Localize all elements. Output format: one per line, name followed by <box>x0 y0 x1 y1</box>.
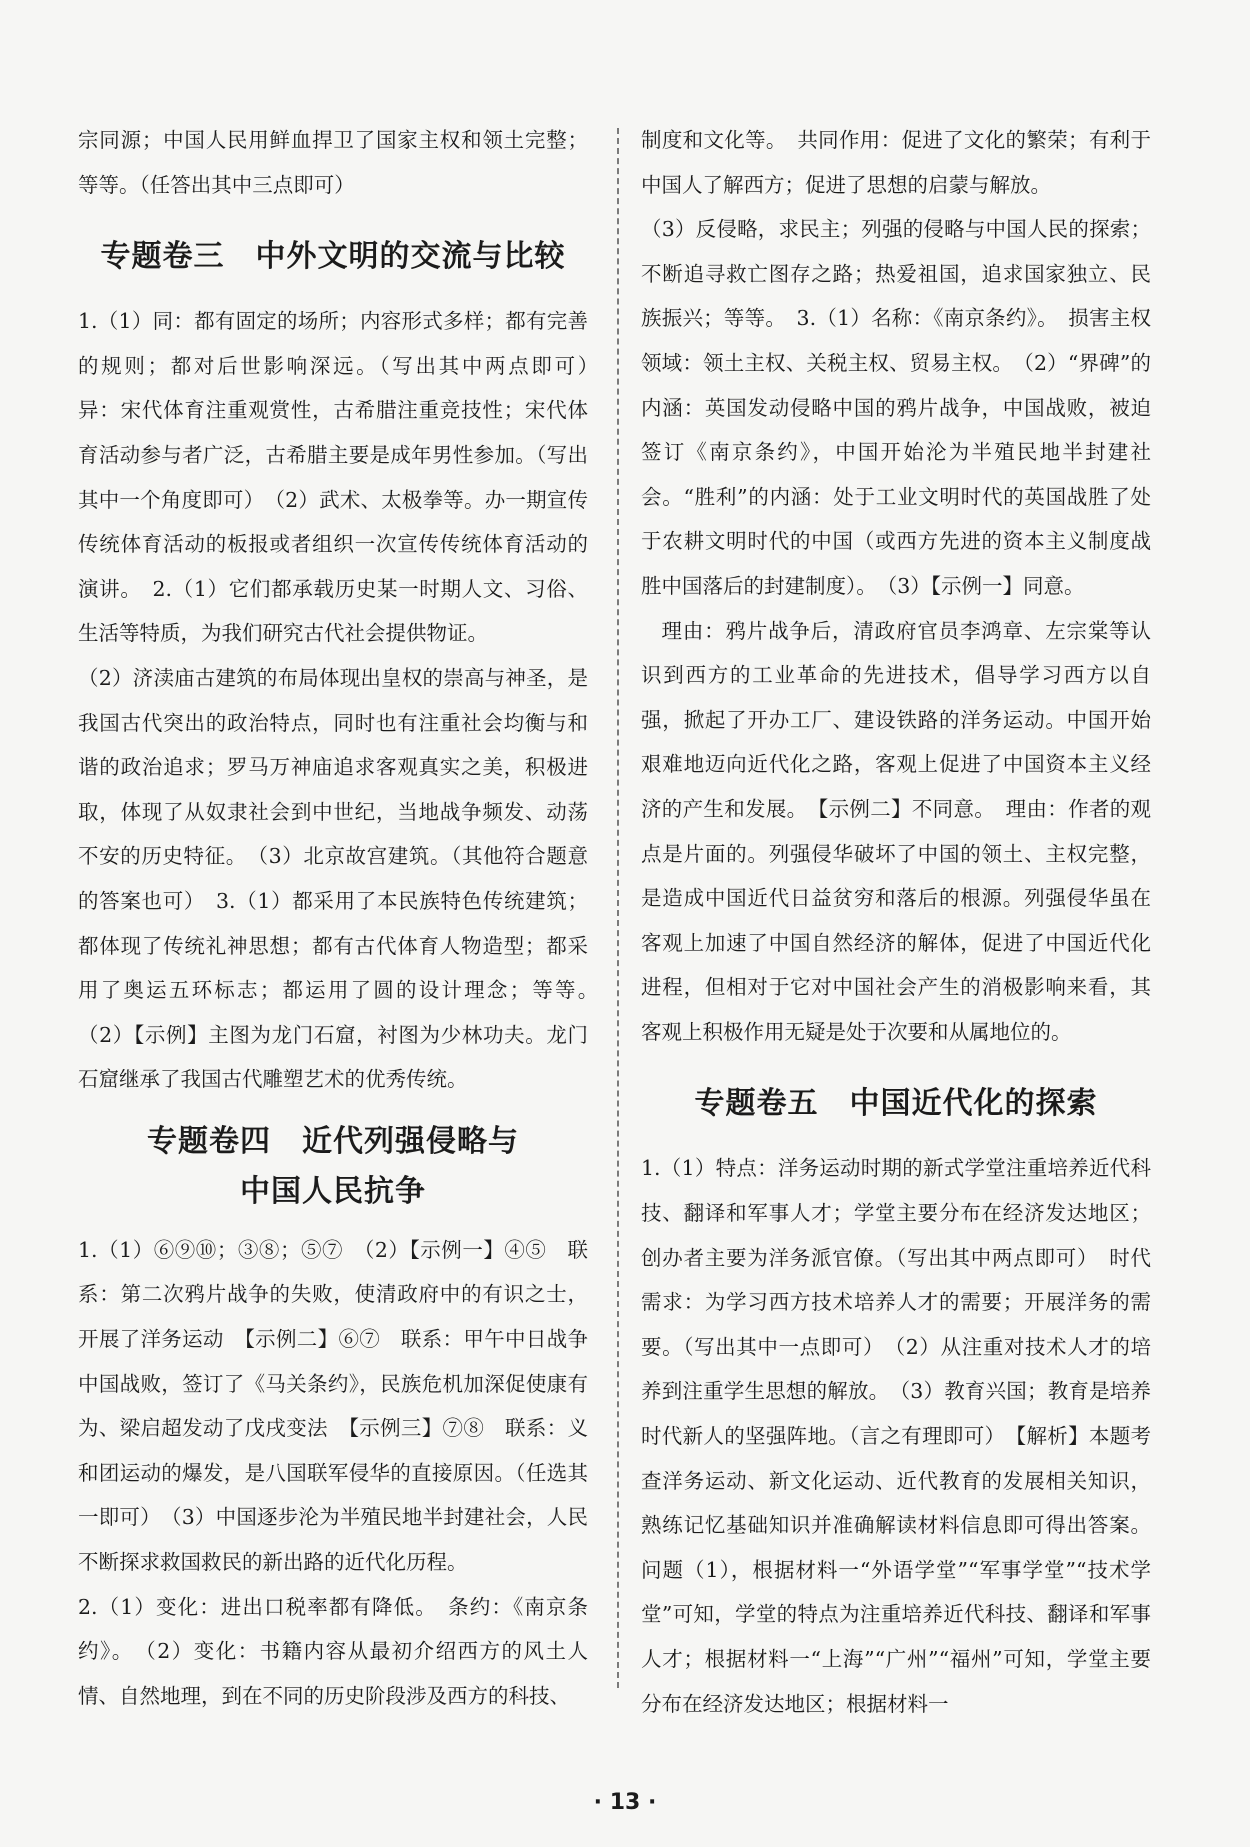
right-column <box>641 118 1151 1726</box>
section-heading-3: 专题卷三 中外文明的交流与比较 <box>100 239 566 275</box>
paragraph-3-1: 1.（1）同：都有固定的场所；内容形式多样；都有完善的规则；都对后世影响深远。（写出其中两点即可） 异：宋代体育注重观赏性，古希腊注重竞技性；宋代体育活动参与者广泛，古希腊主要是成年男性参加。（写出其中一个角度即可） （2）武术、太极拳等。办一期宣传传统体育活动的板报或者组织一次宣传传统体育活动的演讲。 2.（1）它们都承载历史某一时期人文、习俗、生活等特质，为我们研究古代社会提供物证。 <box>78 309 609 646</box>
paragraph-5-1: 1.（1）特点：洋务运动时期的新式学堂注重培养近代科技、翻译和军事人才；学堂主要分布在经济发达地区；创办者主要为洋务派官僚。（写出其中两点即可） 时代需求：为学习西方技术培养人才的需要；开展洋务的需要。（写出其中一点即可） （2）从注重对技术人才的培养到注重学生思想的解放。 （3）教育兴国；教育是培养时代新人的坚强阵地。（言之有理即可） 【解析】本题考查洋务运动、新文化运动、近代教育的发展相关知识，熟练记忆基础知识并准确解读材料信息即可得出答案。问题（1），根据材料一“外语学堂”“军事学堂”“技术学堂”可知，学堂的特点为注重培养近代科技、翻译和军事人才；根据材料一“上海”“广州”“福州”可知，学堂主要分布在经济发达地区；根据材料一 <box>641 1156 1151 1716</box>
column-divider <box>617 128 619 1688</box>
page-number: · 13 · <box>593 1790 657 1815</box>
section-heading-4-line1: 专题卷四 近代列强侵略与 <box>147 1123 519 1159</box>
section-heading-4-line2: 中国人民抗争 <box>240 1173 426 1209</box>
paragraph-4-2: 2.（1）变化：进出口税率都有降低。 条约：《南京条约》。 （2）变化：书籍内容从最初介绍西方的风土人情、自然地理，到在不同的历史阶段涉及西方的科技、 <box>78 1594 588 1708</box>
paragraph-reason: 理由：鸦片战争后，清政府官员李鸿章、左宗棠等认识到西方的工业革命的先进技术，倡导学习西方以自强，掀起了开办工厂、建设铁路的洋务运动。中国开始艰难地迈向近代化之路，客观上促进了中国资本主义经济的产生和发展。 【示例二】不同意。 理由：作者的观点是片面的。列强侵华破坏了中国的领土、主权完整，是造成中国近代日益贫穷和落后的根源。列强侵华虽在客观上加速了中国自然经济的解体，促进了中国近代化进程，但相对于它对中国社会产生的消极影响来看，其客观上积极作用无疑是处于次要和从属地位的。 <box>641 618 1151 1044</box>
paragraph-continued: 制度和文化等。 共同作用：促进了文化的繁荣；有利于中国人了解西方；促进了思想的启蒙与解放。 <box>641 128 1151 197</box>
paragraph-4-1: 1.（1）⑥⑨⑩；③⑧；⑤⑦ （2）【示例一】④⑤ 联系：第二次鸦片战争的失败，使清政府中的有识之士，开展了洋务运动 【示例二】⑥⑦ 联系：甲午中日战争中国战败，签订了《马关条约》，民族危机加深促使康有为、梁启超发动了戊戌变法 【示例三】⑦⑧ 联系：义和团运动的爆发，是八国联军侵华的直接原因。（任选其一即可） （3）中国逐步沦为半殖民地半封建社会，人民不断探求救国救民的新出路的近代化历程。 <box>78 1237 588 1575</box>
left-column <box>78 118 609 1718</box>
paragraph-intro: 宗同源；中国人民用鲜血捍卫了国家主权和领土完整；等等。（任答出其中三点即可） <box>78 128 588 197</box>
paragraph-continued-2: （3）反侵略，求民主；列强的侵略与中国人民的探索；不断追寻救亡图存之路；热爱祖国，追求国家独立、民族振兴；等等。 3.（1）名称：《南京条约》。 损害主权领域：领土主权、关税主权、贸易主权。 （2）“界碑”的内涵：英国发动侵略中国的鸦片战争，中国战败，被迫签订《南京条约》，中国开始沦为半殖民地半封建社会。“胜利”的内涵：处于工业文明时代的英国战胜了处于农耕文明时代的中国（或西方先进的资本主义制度战胜中国落后的封建制度）。 （3）【示例一】同意。 <box>641 217 1151 598</box>
paragraph-3-2: （2）济渎庙古建筑的布局体现出皇权的崇高与神圣，是我国古代突出的政治特点，同时也有注重社会均衡与和谐的政治追求；罗马万神庙追求客观真实之美，积极进取，体现了从奴隶社会到中世纪，当地战争频发、动荡不安的历史特征。 （3）北京故宫建筑。（其他符合题意的答案也可） 3.（1）都采用了本民族特色传统建筑；都体现了传统礼神思想；都有古代体育人物造型；都采用了奥运五环标志；都运用了圆的设计理念；等等。 （2）【示例】主图为龙门石窟，衬图为少林功夫。龙门石窟继承了我国古代雕塑艺术的优秀传统。 <box>78 665 609 1092</box>
section-heading-5: 专题卷五 中国近代化的探索 <box>694 1086 1098 1122</box>
